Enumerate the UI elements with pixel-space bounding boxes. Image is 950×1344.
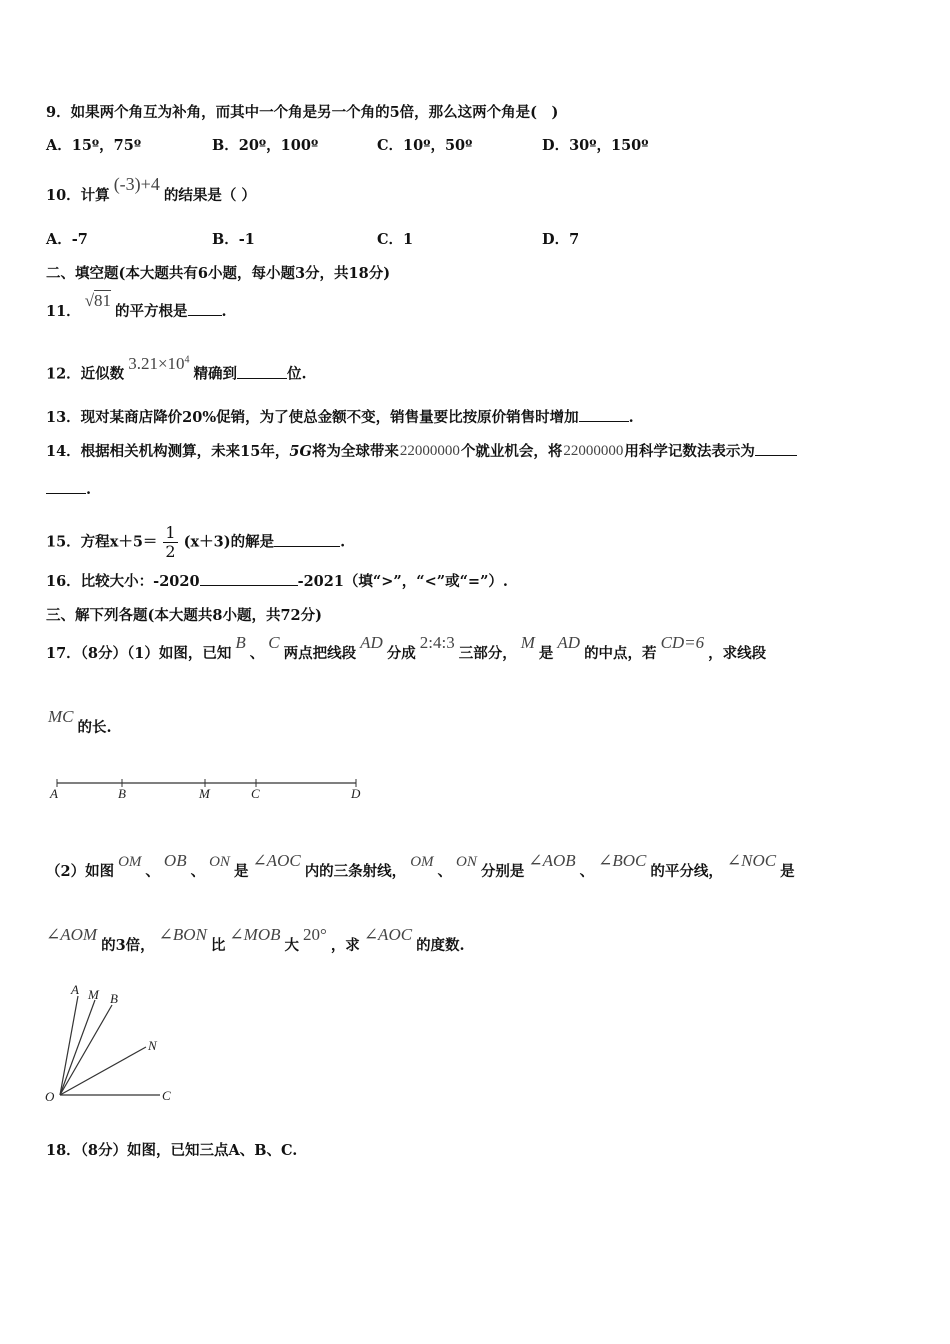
- q14-number-1: 22000000: [399, 443, 460, 459]
- q15-end: .: [340, 533, 346, 551]
- q17-math-angle-noc: ∠NOC: [726, 851, 777, 870]
- label-m: M: [199, 786, 210, 801]
- q15-lhs: x＋5＝: [109, 533, 158, 551]
- q17-text: 的平分线，: [650, 863, 723, 880]
- label-c: C: [251, 786, 260, 801]
- q17-text: 两点把线段: [283, 645, 357, 662]
- q15-fraction-numerator: 1: [165, 523, 176, 542]
- q17-text: 、: [145, 863, 160, 880]
- q17-math-ratio: 2:4:3: [419, 633, 455, 652]
- q17-math-ad: AD: [557, 633, 581, 652]
- label-d: D: [351, 786, 361, 801]
- q17-math-angle-mob: ∠MOB: [229, 925, 281, 944]
- q9-option-c: C．10º，50º: [377, 137, 473, 154]
- q11-radical: √81: [84, 291, 112, 310]
- q15-prefix: 15．方程: [46, 533, 110, 551]
- q14-answer-blank-b[interactable]: [46, 479, 86, 494]
- q14-5g: 5G: [289, 443, 312, 460]
- q10-stem: [46, 174, 256, 206]
- q12-number: [128, 354, 189, 373]
- q14-part1: 14．根据相关机构测算，未来15年，: [46, 443, 290, 460]
- q15-fraction: [163, 524, 177, 561]
- q12-end: 位.: [287, 365, 307, 383]
- q17-text: 、: [249, 645, 265, 662]
- q17-math-on: ON: [209, 854, 230, 870]
- q17-text: 的3倍，: [101, 937, 155, 954]
- q10-suffix: 的结果是（ ）: [163, 187, 256, 204]
- q17-text: 、: [437, 863, 453, 880]
- q17-text: 分成: [386, 645, 416, 662]
- q17-text: 大: [284, 937, 299, 954]
- label-a: A: [71, 982, 79, 997]
- q17-text: 的度数.: [416, 937, 465, 954]
- q17-text: 是: [538, 645, 554, 662]
- q17-math-ob: OB: [163, 851, 187, 870]
- q15-answer-blank[interactable]: [274, 532, 340, 547]
- q14-stem: [46, 441, 797, 462]
- q12-base: 3.21×10: [128, 353, 185, 373]
- q17-math-angle-aoc: ∠AOC: [252, 851, 301, 870]
- q10-option-c: C．1: [377, 231, 414, 248]
- q17-text: 17．（8分）（1）如图，已知: [46, 645, 232, 662]
- q17-text: 、: [579, 863, 595, 880]
- q17-math-cd: CD=6: [660, 633, 705, 652]
- q17-text: 的长.: [77, 719, 112, 736]
- q17-math-mc: MC: [48, 707, 74, 726]
- q17-math-angle-bon: ∠BON: [158, 925, 207, 944]
- label-b: B: [110, 991, 118, 1006]
- q17-text: 、: [190, 863, 206, 880]
- q15-stem: [46, 524, 345, 561]
- q17-text: ，求线段: [708, 645, 767, 662]
- q17-text: 的中点，若: [584, 645, 657, 662]
- q17-math-c: C: [268, 633, 280, 652]
- q17-math-b: B: [235, 633, 246, 652]
- section3-heading: 三、解下列各题(本大题共8小题，共72分): [46, 607, 322, 624]
- q14-part3: 个就业机会，将: [460, 443, 563, 460]
- q10-prefix: 10．计算: [46, 187, 110, 204]
- q9-option-b: B．20º，100º: [212, 137, 319, 154]
- q17-math-angle-boc: ∠BOC: [598, 851, 647, 870]
- label-b: B: [118, 786, 126, 801]
- q10-expression: (-3)+4: [113, 174, 160, 194]
- label-m: M: [88, 987, 99, 1002]
- q12-mid: 精确到: [193, 365, 238, 383]
- q17-math-angle-aoc: ∠AOC: [363, 925, 413, 944]
- segment-figure: [44, 770, 374, 810]
- q17-text: 是: [780, 863, 795, 880]
- q13-text: 13．现对某商店降价20%促销，为了使总金额不变，销售量要比按原价销售时增加: [46, 409, 579, 426]
- label-c: C: [162, 1088, 171, 1103]
- ray-on: [60, 1047, 146, 1095]
- q17-text: 是: [233, 863, 249, 880]
- q17-math-om: OM: [410, 854, 434, 870]
- q13-end: .: [628, 409, 634, 426]
- q16-stem: [46, 571, 508, 592]
- label-o: O: [45, 1089, 55, 1104]
- q15-fraction-denominator: 2: [165, 542, 176, 561]
- rays-figure: [40, 980, 190, 1110]
- q16-rest: -2021（填“>”，“<”或“=”）.: [297, 573, 508, 590]
- q10-option-d: D．7: [542, 231, 580, 248]
- label-n: N: [148, 1038, 157, 1053]
- q14-number-2: 22000000: [563, 443, 624, 459]
- q11-radicand: 81: [94, 291, 112, 310]
- q14-part2: 将为全球带来: [311, 443, 399, 460]
- q12-stem: [46, 353, 307, 385]
- q13-answer-blank[interactable]: [579, 407, 629, 422]
- q14-part4: 用科学记数法表示为: [624, 443, 755, 460]
- q16-prefix: 16．比较大小：-2020: [46, 573, 200, 590]
- q17-text: ，求: [330, 937, 360, 954]
- label-a: A: [50, 786, 58, 801]
- q17-text: 内的三条射线，: [304, 863, 407, 880]
- q9-option-d: D．30º，150º: [542, 137, 649, 154]
- q17-math-on: ON: [456, 854, 477, 870]
- q17-text: （2）如图: [46, 863, 115, 880]
- q14-continuation: [46, 479, 91, 500]
- q17-math-om: OM: [118, 854, 142, 870]
- q9-stem: 9．如果两个角互为补角，而其中一个角是另一个角的5倍，那么这两个角是( ): [46, 104, 559, 121]
- q10-option-a: A．-7: [46, 231, 88, 248]
- q12-answer-blank[interactable]: [237, 364, 287, 379]
- q11-end: .: [221, 303, 227, 320]
- q17-math-ad: AD: [360, 633, 383, 652]
- q17-line-1: [46, 633, 767, 664]
- q17-part2-line-1: [46, 851, 795, 882]
- q11-suffix: 的平方根是: [115, 303, 188, 320]
- q18-stem: 18．（8分）如图，已知三点A、B、C.: [46, 1142, 298, 1159]
- q11-stem: [46, 291, 227, 322]
- q11-answer-blank[interactable]: [188, 301, 222, 316]
- q13-stem: [46, 407, 634, 428]
- q14-end: .: [86, 481, 92, 498]
- q17-math-m: M: [520, 633, 535, 652]
- q12-exponent: 4: [184, 354, 190, 365]
- q17-line-2: [46, 707, 112, 738]
- q17-part2-line-2: [46, 925, 465, 956]
- q11-prefix: 11．: [46, 303, 81, 320]
- q14-answer-blank-a[interactable]: [755, 441, 797, 456]
- ray-om: [60, 1000, 95, 1095]
- q10-option-b: B．-1: [212, 231, 255, 248]
- q17-math-20deg: 20°: [303, 925, 327, 944]
- q17-math-angle-aob: ∠AOB: [528, 851, 576, 870]
- q17-text: 三部分，: [458, 645, 517, 662]
- q9-option-a: A．15º，75º: [46, 137, 142, 154]
- q17-math-angle-aom: ∠AOM: [46, 925, 98, 944]
- q17-text: 比: [210, 937, 226, 954]
- q12-prefix: 12．近似数: [46, 365, 125, 383]
- q15-rhs: (x＋3)的解是: [183, 533, 275, 551]
- q17-text: 分别是: [480, 863, 525, 880]
- section2-heading: 二、填空题(本大题共有6小题，每小题3分，共18分): [46, 265, 391, 282]
- q16-answer-blank[interactable]: [200, 571, 298, 586]
